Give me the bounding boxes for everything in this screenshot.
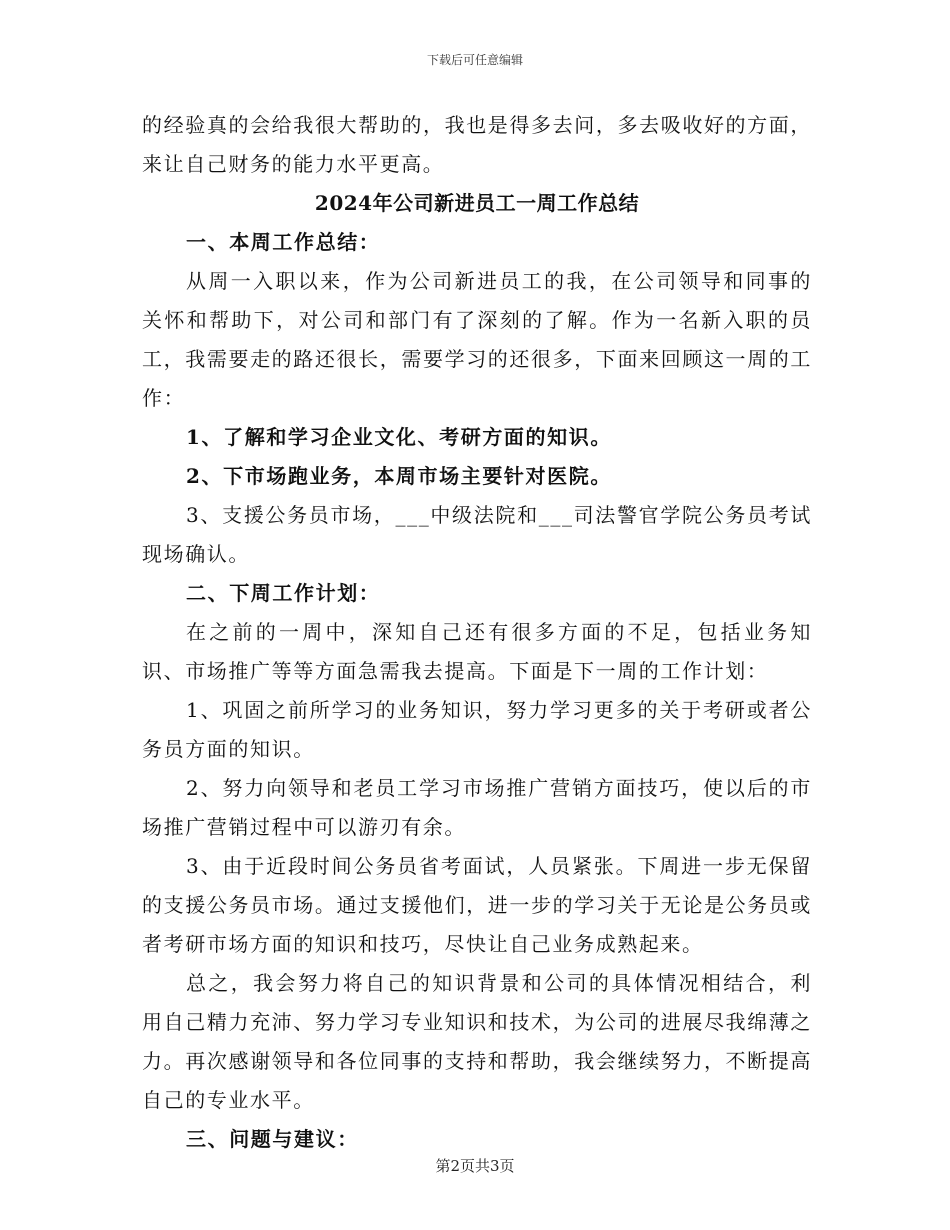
section2-item-3: 3、由于近段时间公务员省考面试，人员紧张。下周进一步无保留的支援公务员市场。通过支援他们，进一步的学习关于无论是公务员或者考研市场方面的知识和技巧，尽快让自己业务成熟起来。: [142, 854, 812, 956]
section2-item-2: 2、努力向领导和老员工学习市场推广营销方面技巧，使以后的市场推广营销过程中可以游刃有余。: [142, 776, 812, 839]
document-title: 2024年公司新进员工一周工作总结: [314, 191, 640, 215]
page-header: 下载后可任意编辑: [426, 53, 523, 67]
section-heading-2: 二、下周工作计划：: [186, 581, 381, 605]
section2-intro-paragraph: 在之前的一周中，深知自己还有很多方面的不足，包括业务知识、市场推广等等方面急需我去提高。下面是下一周的工作计划：: [142, 620, 812, 683]
lead-paragraph: 的经验真的会给我很大帮助的，我也是得多去问，多去吸收好的方面，来让自己财务的能力水平更高。: [142, 113, 812, 176]
page-footer: 第2页共3页: [435, 1157, 515, 1175]
section-heading-3: 三、问题与建议：: [186, 1127, 359, 1151]
section2-item-1: 1、巩固之前所学习的业务知识，努力学习更多的关于考研或者公务员方面的知识。: [142, 698, 812, 761]
document-body: [142, 106, 812, 1159]
section1-item-3: 3、支援公务员市场，___中级法院和___司法警官学院公务员考试现场确认。: [142, 503, 812, 566]
section1-intro-paragraph: 从周一入职以来，作为公司新进员工的我，在公司领导和同事的关怀和帮助下，对公司和部门有了深刻的了解。作为一名新入职的员工，我需要走的路还很长，需要学习的还很多，下面来回顾这一周的工作：: [142, 269, 812, 410]
section2-conclusion-paragraph: 总之，我会努力将自己的知识背景和公司的具体情况相结合，利用自己精力充沛、努力学习专业知识和技术，为公司的进展尽我绵薄之力。再次感谢领导和各位同事的支持和帮助，我会继续努力，不断提高自己的专业水平。: [142, 971, 812, 1112]
section1-item-1: 1、了解和学习企业文化、考研方面的知识。: [186, 425, 612, 449]
section-heading-1: 一、本周工作总结：: [186, 230, 381, 254]
section1-item-2: 2、下市场跑业务，本周市场主要针对医院。: [186, 464, 612, 488]
